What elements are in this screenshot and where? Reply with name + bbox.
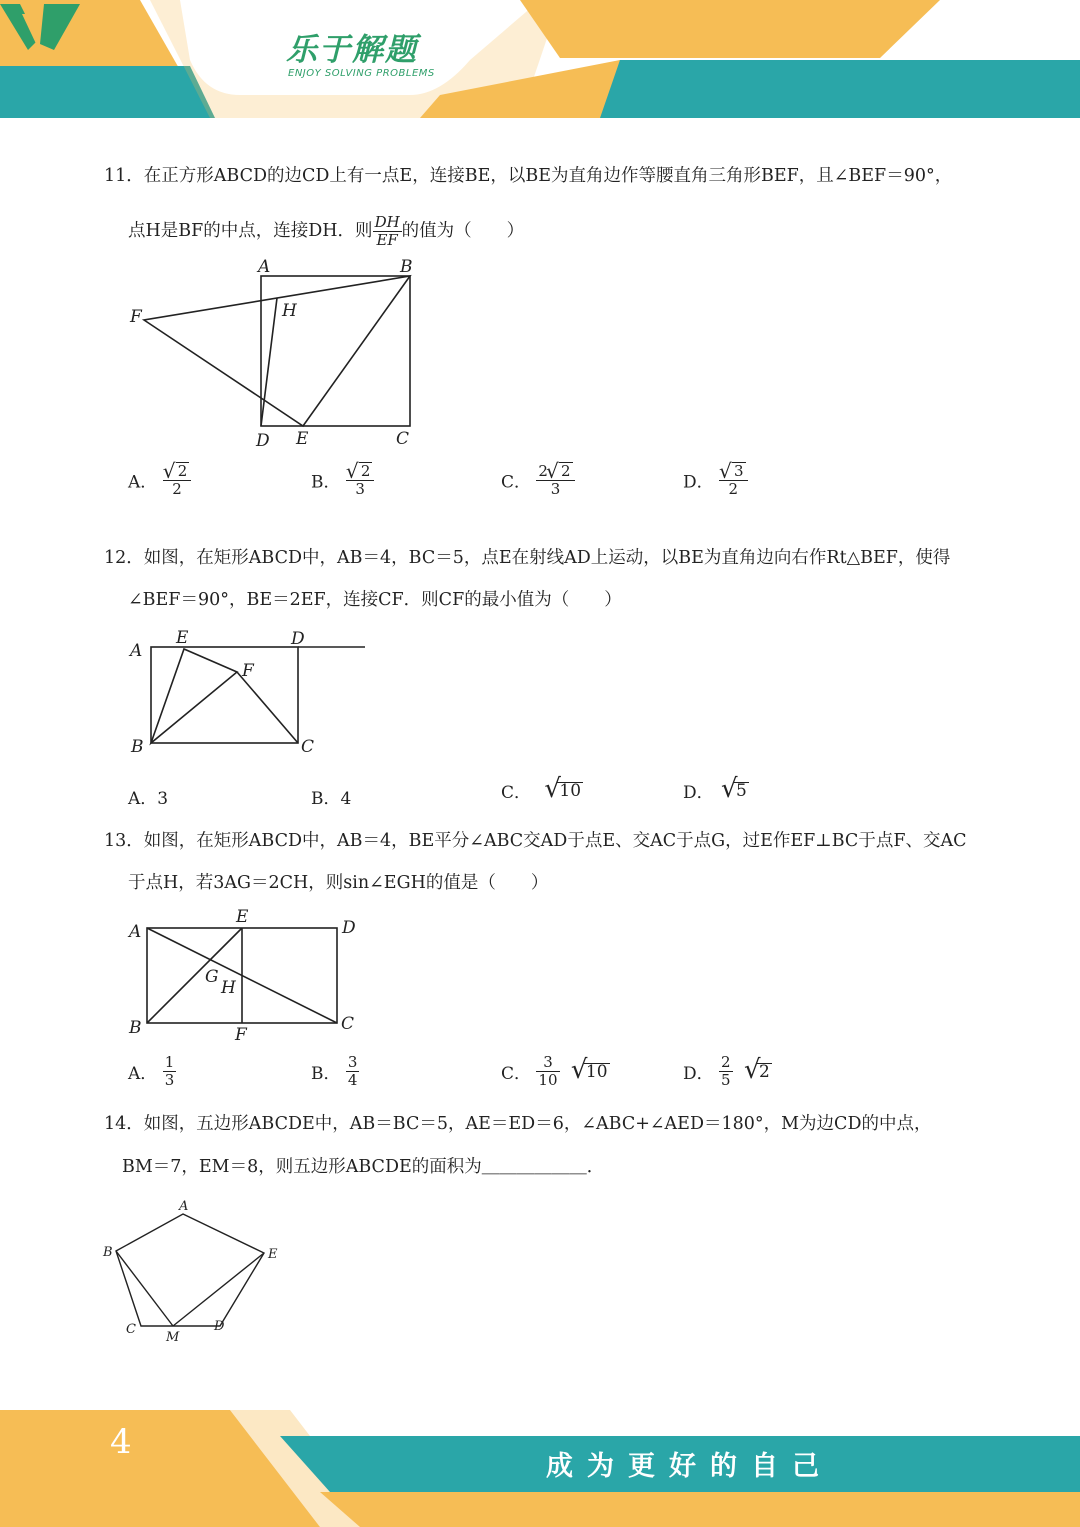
q13-option-d-frac bbox=[719, 1054, 733, 1089]
q13-option-b-key: B． bbox=[311, 1064, 341, 1084]
q11-option-d-value: √ 3 2 bbox=[719, 462, 748, 498]
q11-option-d-num: 3 bbox=[734, 462, 744, 480]
q13-option-c-sqrt: √ 10 bbox=[570, 1054, 608, 1085]
q12-triangle-bef bbox=[151, 649, 237, 743]
q13-figure bbox=[120, 903, 370, 1048]
q11-option-b[interactable] bbox=[311, 459, 374, 498]
q12-option-d-key: D． bbox=[683, 783, 714, 803]
logo-icon bbox=[0, 0, 80, 52]
q13-segment-be bbox=[147, 928, 242, 1023]
q13-option-a[interactable] bbox=[128, 1054, 176, 1089]
q12-label-f: F bbox=[242, 661, 254, 681]
footer-slogan: 成为更好的自己 bbox=[546, 1451, 833, 1482]
q11-option-d-key: D． bbox=[683, 472, 714, 493]
q12-figure bbox=[120, 624, 380, 759]
q11-option-c-key: C． bbox=[501, 472, 532, 493]
q12-option-a[interactable] bbox=[128, 784, 168, 809]
q12-option-a-value: 3 bbox=[157, 789, 169, 809]
q11-label-c: C bbox=[396, 429, 410, 449]
q13-option-c-key: C． bbox=[501, 1064, 532, 1084]
q13-option-c-frac bbox=[536, 1054, 559, 1089]
q11-option-a[interactable] bbox=[128, 459, 191, 498]
q13-label-h: H bbox=[221, 978, 236, 998]
q13-label-g: G bbox=[205, 967, 219, 987]
q13-option-d[interactable] bbox=[683, 1054, 772, 1089]
q11-square bbox=[261, 276, 410, 426]
q12-line2: ∠BEF＝90°，BE＝2EF，连接CF．则CF的最小值为（ ） bbox=[128, 590, 622, 610]
q12-label-b: B bbox=[131, 737, 144, 757]
q13-option-d-num: 2 bbox=[721, 1053, 731, 1071]
q11-option-b-value: √ 2 3 bbox=[346, 462, 375, 498]
q12-option-b-value: 4 bbox=[340, 789, 352, 809]
q11-label-b: B bbox=[400, 257, 413, 277]
q13-option-b[interactable] bbox=[311, 1054, 359, 1089]
q12-option-c[interactable] bbox=[501, 773, 583, 804]
q13-line1: 13．如图，在矩形ABCD中，AB＝4，BE平分∠ABC交AD于点E、交AC于点G，过E作EF⊥BC于点F、交AC bbox=[104, 831, 967, 851]
q11-label-f: F bbox=[130, 307, 142, 327]
page-number: 4 bbox=[110, 1422, 132, 1462]
q14-label-a: A bbox=[179, 1199, 189, 1214]
q12-option-c-radicand: 10 bbox=[559, 780, 582, 801]
q13-option-d-radicand: 2 bbox=[759, 1061, 770, 1082]
q11-option-c-num: 2 bbox=[560, 462, 571, 480]
footer-banner-graphic bbox=[0, 1410, 1080, 1527]
q13-option-b-num: 3 bbox=[347, 1053, 358, 1071]
q14-figure bbox=[96, 1196, 296, 1346]
q14-segment-em bbox=[173, 1253, 264, 1326]
q13-label-c: C bbox=[341, 1014, 355, 1034]
q12-label-a: A bbox=[130, 641, 143, 661]
q12-rectangle bbox=[151, 647, 298, 743]
q12-label-c: C bbox=[301, 737, 315, 757]
q11-fraction bbox=[373, 214, 402, 249]
q11-figure bbox=[120, 252, 430, 452]
q11-label-d: D bbox=[256, 431, 270, 451]
q11-option-c-value: 2 √ 2 3 bbox=[536, 462, 574, 498]
q12-option-d[interactable] bbox=[683, 773, 749, 804]
page-header bbox=[0, 0, 1080, 125]
q13-label-b: B bbox=[129, 1018, 142, 1038]
q13-option-d-den: 5 bbox=[721, 1071, 731, 1089]
q12-option-b[interactable] bbox=[311, 784, 351, 809]
q12-option-a-key: A． bbox=[128, 789, 158, 809]
q12-option-c-value: √ 10 bbox=[544, 773, 582, 804]
q11-option-b-num: 2 bbox=[360, 462, 371, 480]
q13-label-f: F bbox=[235, 1025, 247, 1045]
q12-option-b-key: B． bbox=[311, 789, 341, 809]
q12-label-d: D bbox=[291, 629, 305, 649]
q12-option-d-radicand: 5 bbox=[736, 780, 747, 801]
q13-option-b-den: 4 bbox=[347, 1071, 358, 1089]
q13-option-c[interactable] bbox=[501, 1054, 610, 1089]
q11-option-c[interactable] bbox=[501, 459, 575, 498]
q11-option-a-num: 2 bbox=[177, 462, 188, 480]
q11-line1: 11．在正方形ABCD的边CD上有一点E，连接BE，以BE为直角边作等腰直角三角形BEF，且∠BEF＝90°， bbox=[104, 166, 953, 186]
q14-line1: 14．如图，五边形ABCDE中，AB＝BC＝5，AE＝ED＝6，∠ABC+∠AED＝180°，M为边CD的中点， bbox=[104, 1114, 932, 1134]
q11-label-h: H bbox=[282, 301, 297, 321]
q14-segment-bm bbox=[116, 1251, 173, 1326]
header-banner-graphic bbox=[0, 0, 1080, 125]
q11-option-a-den: 2 bbox=[172, 480, 182, 498]
q13-option-c-radicand: 10 bbox=[585, 1061, 608, 1082]
q13-option-d-key: D． bbox=[683, 1064, 714, 1084]
q13-line2: 于点H，若3AG＝2CH，则sin∠EGH的值是（ ） bbox=[128, 873, 549, 893]
q13-label-d: D bbox=[342, 918, 356, 938]
q13-label-e: E bbox=[236, 907, 249, 927]
q11-line2-post: 的值为（ ） bbox=[401, 221, 525, 241]
q14-label-c: C bbox=[126, 1322, 136, 1337]
q11-line2 bbox=[128, 214, 524, 249]
q13-option-c-den: 10 bbox=[538, 1071, 558, 1089]
q11-frac-den: EF bbox=[376, 231, 398, 249]
q13-option-a-num: 1 bbox=[164, 1053, 175, 1071]
q11-frac-num: DH bbox=[374, 213, 400, 231]
q11-option-b-den: 3 bbox=[355, 480, 365, 498]
q11-option-d[interactable] bbox=[683, 459, 748, 498]
q13-option-a-den: 3 bbox=[164, 1071, 175, 1089]
q13-option-d-sqrt: √ 2 bbox=[744, 1054, 770, 1085]
q11-label-a: A bbox=[258, 257, 271, 277]
q11-option-d-den: 2 bbox=[728, 480, 739, 498]
q12-segment-cf bbox=[237, 672, 298, 743]
q14-label-e: E bbox=[268, 1247, 278, 1262]
q11-option-c-den: 3 bbox=[550, 480, 561, 498]
q13-option-c-num: 3 bbox=[536, 1054, 559, 1072]
q12-label-e: E bbox=[176, 628, 189, 648]
brand-tagline: ENJOY SOLVING PROBLEMS bbox=[288, 68, 435, 79]
page-footer bbox=[0, 1410, 1080, 1527]
q14-label-m: M bbox=[166, 1330, 180, 1345]
q12-option-d-value: √ 5 bbox=[721, 773, 747, 804]
q12-line1: 12．如图，在矩形ABCD中，AB＝4，BC＝5，点E在射线AD上运动，以BE为直角边向右作Rt△BEF，使得 bbox=[104, 548, 951, 568]
q11-option-a-value: √ 2 2 bbox=[163, 462, 192, 498]
q13-label-a: A bbox=[129, 922, 142, 942]
q11-label-e: E bbox=[296, 429, 309, 449]
q14-label-b: B bbox=[103, 1245, 113, 1260]
q13-option-a-key: A． bbox=[128, 1064, 158, 1084]
q14-line2: BM＝7，EM＝8，则五边形ABCDE的面积为＿＿＿＿＿＿． bbox=[122, 1157, 605, 1177]
q11-line2-pre: 点H是BF的中点，连接DH．则 bbox=[128, 221, 373, 241]
brand-name: 乐于解题 bbox=[286, 32, 418, 68]
q13-option-b-value bbox=[346, 1054, 360, 1089]
q11-option-c-coef: 2 bbox=[538, 462, 548, 480]
q14-label-d: D bbox=[214, 1319, 225, 1334]
q11-option-a-key: A． bbox=[128, 472, 158, 493]
q12-option-c-key: C． bbox=[501, 783, 532, 803]
q13-option-a-value bbox=[163, 1054, 177, 1089]
q11-option-b-key: B． bbox=[311, 472, 341, 493]
